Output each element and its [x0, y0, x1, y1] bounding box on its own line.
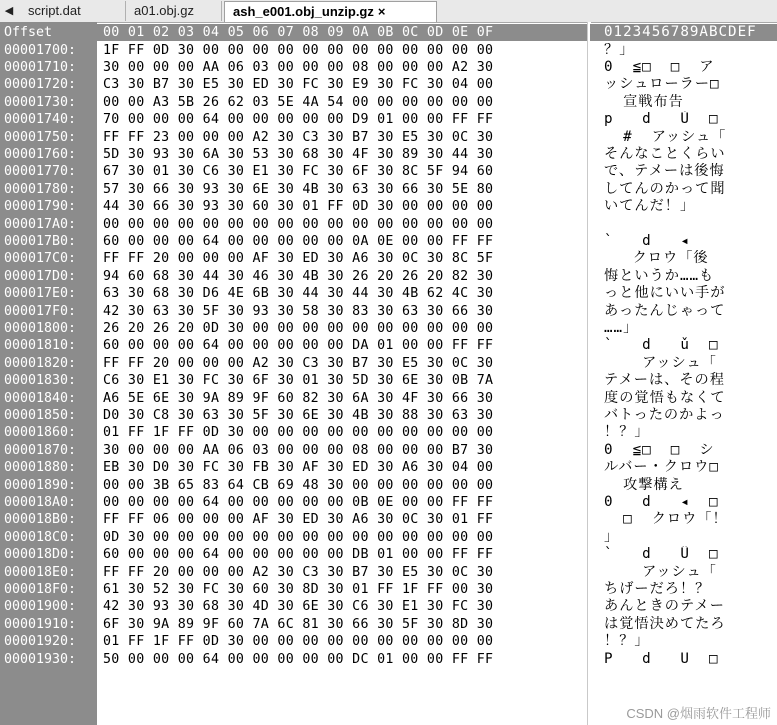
row-hex-bytes[interactable]: FF FF 06 00 00 00 AF 30 ED 30 A6 30 0C 30 01 FF [103, 512, 494, 528]
hex-row[interactable] [0, 529, 777, 546]
hex-row[interactable] [0, 355, 777, 372]
row-hex-bytes[interactable]: 42 30 63 30 5F 30 93 30 58 30 83 30 63 30 66 30 [103, 303, 494, 319]
row-offset: 000018F0: [0, 581, 97, 598]
row-text-decode[interactable]: ` d ◂ [604, 233, 690, 249]
row-hex-bytes[interactable]: 57 30 66 30 93 30 6E 30 4B 30 63 30 66 30 5E 80 [103, 181, 494, 197]
row-hex-bytes[interactable]: FF FF 20 00 00 00 A2 30 C3 30 B7 30 E5 30 0C 30 [103, 564, 494, 580]
row-hex-bytes[interactable]: 30 00 00 00 AA 06 03 00 00 00 08 00 00 00 B7 30 [103, 442, 494, 458]
row-hex-bytes[interactable]: 60 00 00 00 64 00 00 00 00 00 DA 01 00 00 FF FF [103, 338, 494, 354]
row-hex-bytes[interactable]: 00 00 00 00 64 00 00 00 00 00 0B 0E 00 00 FF FF [103, 495, 494, 510]
row-offset: 00001780: [0, 181, 97, 198]
row-offset: 000018D0: [0, 546, 97, 563]
hex-column-header: 00 01 02 03 04 05 06 07 08 09 0A 0B 0C 0D 0E 0F [97, 24, 587, 41]
row-text-decode[interactable]: テメーは、その程 [604, 372, 725, 389]
hex-row[interactable] [0, 424, 777, 441]
row-offset: 00001710: [0, 59, 97, 76]
row-hex-bytes[interactable]: 5D 30 93 30 6A 30 53 30 68 30 4F 30 89 30 44 30 [103, 147, 494, 162]
row-offset: 000017A0: [0, 216, 97, 233]
hex-row[interactable] [0, 268, 777, 285]
tab-label: a01.obj.gz [134, 3, 194, 18]
row-offset: 00001800: [0, 320, 97, 337]
row-hex-bytes[interactable]: 01 FF 1F FF 0D 30 00 00 00 00 00 00 00 00 00 00 [103, 425, 494, 441]
tab-a01-obj-gz[interactable] [126, 1, 222, 21]
row-offset: 00001850: [0, 407, 97, 424]
row-offset: 000018B0: [0, 511, 97, 528]
row-text-decode[interactable]: あったんじゃって [604, 302, 726, 319]
row-offset: 00001700: [0, 42, 97, 59]
row-hex-bytes[interactable]: D0 30 C8 30 63 30 5F 30 6E 30 4B 30 88 30 63 30 [103, 408, 494, 423]
hex-editor[interactable] [0, 22, 777, 725]
hex-row[interactable] [0, 390, 777, 407]
row-hex-bytes[interactable]: 00 00 3B 65 83 64 CB 69 48 30 00 00 00 00 00 00 [103, 477, 494, 493]
row-offset: 000017C0: [0, 250, 97, 267]
hex-row[interactable] [0, 94, 777, 111]
row-offset: 00001900: [0, 598, 97, 615]
hex-row[interactable] [0, 59, 777, 76]
row-hex-bytes[interactable]: 0D 30 00 00 00 00 00 00 00 00 00 00 00 00 00 00 [103, 529, 494, 545]
row-hex-bytes[interactable]: EB 30 D0 30 FC 30 FB 30 AF 30 ED 30 A6 30 04 00 [103, 460, 494, 476]
row-hex-bytes[interactable]: 30 00 00 00 AA 06 03 00 00 00 08 00 00 00 A2 30 [103, 60, 494, 75]
row-offset: 00001760: [0, 146, 97, 163]
row-offset: 000018E0: [0, 564, 97, 581]
row-hex-bytes[interactable]: A6 5E 6E 30 9A 89 9F 60 82 30 6A 30 4F 30 66 30 [103, 390, 494, 406]
row-text-decode[interactable]: # アッシュ「 [604, 128, 727, 145]
row-text-decode[interactable]: ` d ǔ □ [604, 337, 719, 354]
hex-row[interactable] [0, 598, 777, 615]
row-hex-bytes[interactable]: 94 60 68 30 44 30 46 30 4B 30 26 20 26 20 82 30 [103, 268, 494, 284]
row-text-decode[interactable]: P d Ü □ [604, 650, 719, 667]
row-text-decode[interactable]: いてんだ！」 [604, 198, 696, 215]
row-text-decode[interactable]: ！？」 [604, 633, 650, 650]
ascii-column-header: 0123456789ABCDEF [590, 24, 777, 41]
tab-label: script.dat [28, 3, 81, 18]
row-text-decode[interactable]: っと他にいい手が [604, 285, 726, 302]
hex-row[interactable] [0, 163, 777, 180]
hex-row[interactable] [0, 76, 777, 93]
row-offset: 000017D0: [0, 268, 97, 285]
row-offset: 00001870: [0, 442, 97, 459]
column-header-row [0, 24, 777, 41]
row-text-decode[interactable]: 0 d ◂ □ [604, 494, 719, 510]
row-hex-bytes[interactable]: 60 00 00 00 64 00 00 00 00 00 0A 0E 00 00 FF FF [103, 234, 494, 249]
row-text-decode[interactable]: p d Ù □ [604, 111, 719, 128]
row-offset: 00001730: [0, 94, 97, 111]
row-offset: 00001880: [0, 459, 97, 476]
row-hex-bytes[interactable]: 63 30 68 30 D6 4E 6B 30 44 30 44 30 4B 62 4C 30 [103, 286, 494, 302]
row-hex-bytes[interactable]: FF FF 20 00 00 00 AF 30 ED 30 A6 30 0C 30 8C 5F [103, 251, 494, 267]
hex-row[interactable] [0, 633, 777, 650]
row-text-decode[interactable]: ！？」 [604, 424, 650, 441]
hex-row[interactable] [0, 442, 777, 459]
row-hex-bytes[interactable]: C3 30 B7 30 E5 30 ED 30 FC 30 E9 30 FC 30 04 00 [103, 77, 494, 93]
row-text-decode[interactable]: 0 ≦□ □ ア [604, 59, 715, 75]
hex-row[interactable] [0, 181, 777, 198]
row-text-decode[interactable]: アッシュ「 [604, 563, 717, 580]
hex-row[interactable] [0, 111, 777, 128]
row-offset: 00001840: [0, 390, 97, 407]
row-text-decode[interactable]: 攻撃構え [604, 476, 684, 493]
tab-scroll-left-icon[interactable]: ◀ [4, 5, 14, 17]
hex-row[interactable] [0, 233, 777, 250]
row-hex-bytes[interactable]: 44 30 66 30 93 30 60 30 01 FF 0D 30 00 00 00 00 [103, 199, 494, 215]
row-offset: 00001890: [0, 477, 97, 494]
hex-row[interactable] [0, 42, 777, 59]
row-text-decode[interactable]: 」 [604, 528, 620, 545]
row-hex-bytes[interactable]: 26 20 26 20 0D 30 00 00 00 00 00 00 00 00 00 00 [103, 321, 494, 336]
row-offset: 00001790: [0, 198, 97, 215]
hex-row[interactable] [0, 129, 777, 146]
hex-row[interactable] [0, 320, 777, 337]
hex-row[interactable] [0, 285, 777, 302]
row-offset: 00001750: [0, 129, 97, 146]
row-text-decode[interactable]: ……」 [604, 320, 639, 336]
row-text-decode[interactable]: 宣戦布告 [604, 93, 684, 110]
row-text-decode[interactable]: クロウ「後 [604, 250, 709, 267]
row-hex-bytes[interactable]: 42 30 93 30 68 30 4D 30 6E 30 C6 30 E1 30 FC 30 [103, 599, 494, 615]
row-text-decode[interactable]: ？」 [604, 41, 635, 58]
row-text-decode[interactable]: ッシュローラー□ [604, 76, 720, 93]
hex-row[interactable] [0, 250, 777, 267]
row-text-decode[interactable]: ` d Û □ [604, 546, 719, 563]
row-hex-bytes[interactable]: 01 FF 1F FF 0D 30 00 00 00 00 00 00 00 00 00 00 [103, 634, 494, 650]
row-hex-bytes[interactable]: 00 00 00 00 00 00 00 00 00 00 00 00 00 00 00 00 [103, 216, 494, 232]
row-offset: 00001930: [0, 651, 97, 668]
tab-bar [0, 0, 777, 23]
row-hex-bytes[interactable]: 00 00 A3 5B 26 62 03 5E 4A 54 00 00 00 00 00 00 [103, 94, 494, 110]
watermark: CSDN @烟雨软件工程师 [626, 706, 771, 721]
row-offset: 00001720: [0, 76, 97, 93]
hex-row[interactable] [0, 216, 777, 233]
hex-row[interactable] [0, 494, 777, 511]
row-offset: 000017F0: [0, 303, 97, 320]
row-text-decode[interactable]: 悔というか……も [604, 267, 715, 284]
row-offset: 00001820: [0, 355, 97, 372]
row-hex-bytes[interactable]: 61 30 52 30 FC 30 60 30 8D 30 01 FF 1F FF 00 30 [103, 582, 494, 597]
hex-row[interactable] [0, 511, 777, 528]
row-text-decode[interactable]: ちげーだろ！？ [604, 581, 711, 597]
row-offset: 00001770: [0, 163, 97, 180]
row-offset: 00001860: [0, 424, 97, 441]
row-hex-bytes[interactable]: 6F 30 9A 89 9F 60 7A 6C 81 30 66 30 5F 30 8D 30 [103, 616, 494, 632]
hex-row[interactable] [0, 372, 777, 389]
row-offset: 000018C0: [0, 529, 97, 546]
row-hex-bytes[interactable]: FF FF 20 00 00 00 A2 30 C3 30 B7 30 E5 30 0C 30 [103, 355, 494, 371]
row-text-decode[interactable]: あんときのテメー [604, 598, 725, 615]
hex-row[interactable] [0, 337, 777, 354]
offset-header: Offset [0, 24, 97, 41]
row-text-decode[interactable]: してんのかって聞 [604, 180, 726, 197]
hex-row[interactable] [0, 303, 777, 320]
hex-row[interactable] [0, 564, 777, 581]
row-offset: 00001810: [0, 337, 97, 354]
hex-row[interactable] [0, 407, 777, 424]
row-offset: 00001830: [0, 372, 97, 389]
tab-script-dat[interactable] [20, 1, 126, 21]
hex-row[interactable] [0, 146, 777, 163]
row-offset: 000018A0: [0, 494, 97, 511]
row-text-decode[interactable]: バトったのかよっ [604, 407, 725, 423]
row-text-decode[interactable] [590, 216, 777, 233]
hex-row[interactable] [0, 581, 777, 598]
row-hex-bytes[interactable]: 50 00 00 00 64 00 00 00 00 00 DC 01 00 00 FF FF [103, 651, 494, 667]
row-offset: 000017B0: [0, 233, 97, 250]
row-hex-bytes[interactable]: C6 30 E1 30 FC 30 6F 30 01 30 5D 30 6E 30 0B 7A [103, 373, 494, 389]
row-hex-bytes[interactable]: 1F FF 0D 30 00 00 00 00 00 00 00 00 00 00 00 00 [103, 42, 494, 58]
row-text-decode[interactable]: アッシュ「 [604, 354, 717, 371]
row-text-decode[interactable]: そんなことくらい [604, 146, 726, 162]
row-offset: 00001910: [0, 616, 97, 633]
row-hex-bytes[interactable]: 67 30 01 30 C6 30 E1 30 FC 30 6F 30 8C 5F 94 60 [103, 164, 494, 180]
row-text-decode[interactable]: □ クロウ「！ [604, 511, 728, 528]
row-hex-bytes[interactable]: 60 00 00 00 64 00 00 00 00 00 DB 01 00 00 FF FF [103, 547, 494, 563]
hex-row[interactable] [0, 651, 777, 668]
hex-row[interactable] [0, 616, 777, 633]
row-offset: 000017E0: [0, 285, 97, 302]
row-text-decode[interactable]: は覚悟決めてたろ [604, 615, 726, 632]
hex-row[interactable] [0, 459, 777, 476]
row-text-decode[interactable]: 度の覚悟もなくて [604, 389, 726, 406]
row-offset: 00001740: [0, 111, 97, 128]
tab-ash-e001-unzip[interactable] [224, 1, 437, 22]
row-offset: 00001920: [0, 633, 97, 650]
row-hex-bytes[interactable]: 70 00 00 00 64 00 00 00 00 00 D9 01 00 00 FF FF [103, 112, 494, 128]
hex-row[interactable] [0, 198, 777, 215]
close-icon[interactable]: × [377, 4, 386, 19]
hex-row[interactable] [0, 546, 777, 563]
tab-label: ash_e001.obj_unzip.gz [233, 4, 374, 19]
row-text-decode[interactable]: 0 ≦□ □ シ [604, 441, 715, 458]
row-hex-bytes[interactable]: FF FF 23 00 00 00 A2 30 C3 30 B7 30 E5 30 0C 30 [103, 129, 494, 145]
row-text-decode[interactable]: で、テメーは後悔 [604, 163, 725, 180]
hex-row[interactable] [0, 477, 777, 494]
row-text-decode[interactable]: ルバー・クロウ□ [604, 459, 719, 476]
